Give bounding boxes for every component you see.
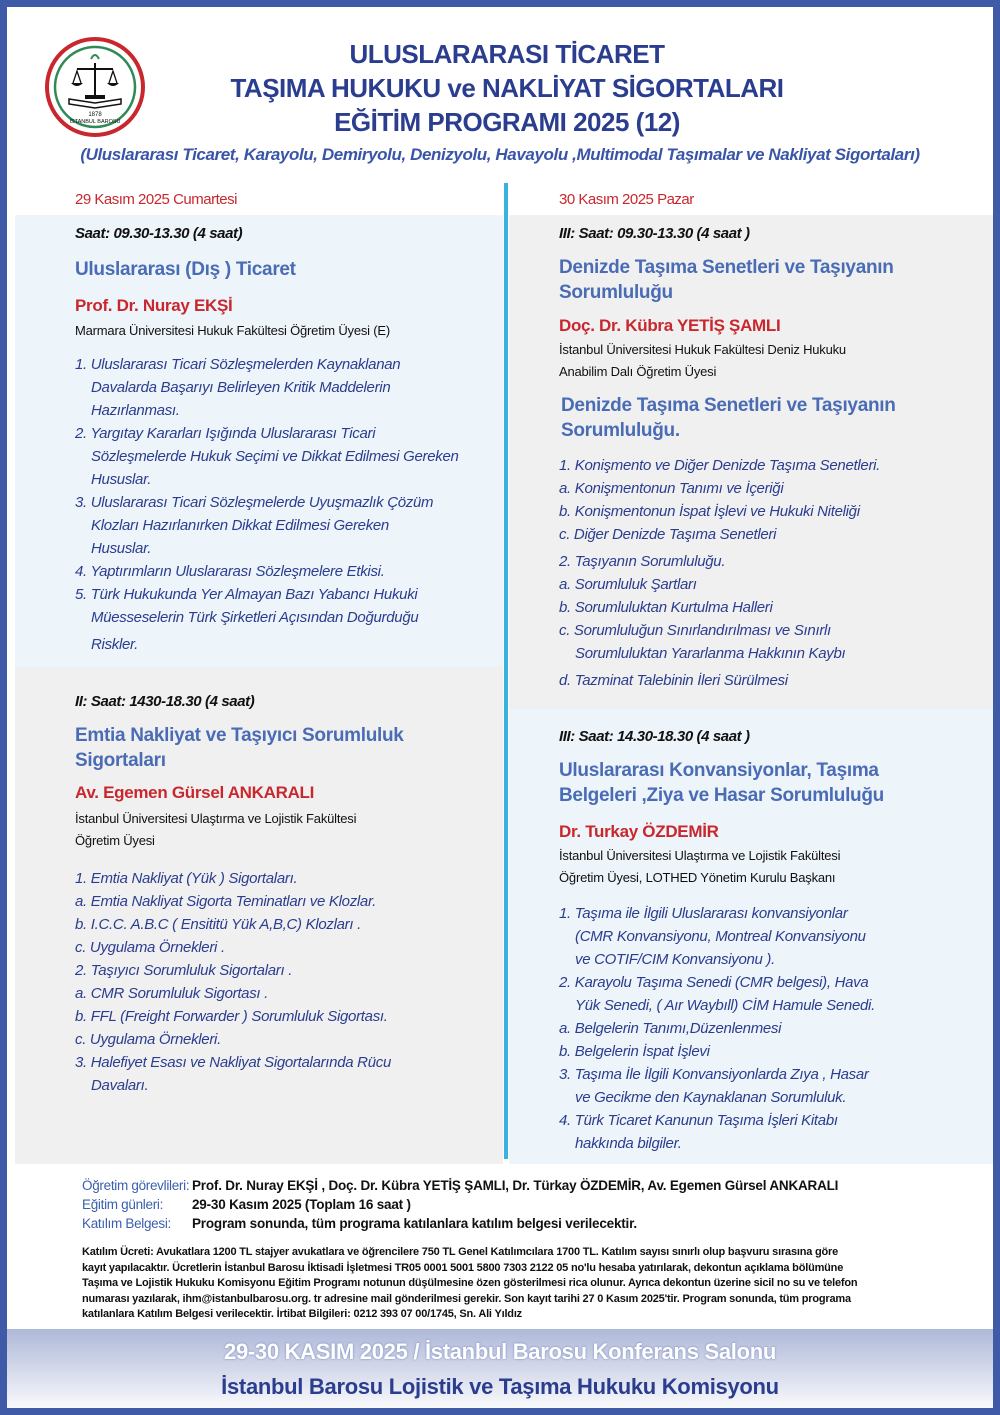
list-item: a. Belgelerin Tanımı,Düzenlenmesi: [559, 1020, 782, 1037]
bar-association-logo: [45, 37, 145, 137]
list-item: d. Tazminat Talebinin İleri Sürülmesi: [559, 672, 788, 689]
training-days-row: [82, 1197, 411, 1212]
list-item: a. Emtia Nakliyat Sigorta Teminatları ve Klozlar.: [75, 893, 376, 910]
session3-subtopic: [561, 393, 896, 443]
day2-column: [509, 179, 999, 1164]
training-days-label: Eğitim günleri:: [82, 1197, 164, 1212]
session4-time: III: Saat: 14.30-18.30 (4 saat ): [559, 728, 750, 745]
list-item: c. Uygulama Örnekleri .: [75, 939, 225, 956]
session2-affiliation: [75, 808, 356, 852]
banner-date-venue: 29-30 KASIM 2025 / İstanbul Barosu Konferans Salonu: [224, 1339, 776, 1364]
list-item: Davalarda Başarıyı Belirleyen Kritik Maddelerin: [91, 379, 391, 396]
list-item: (CMR Konvansiyonu, Montreal Konvansiyonu: [575, 928, 866, 945]
list-item: a. CMR Sorumluluk Sigortası .: [75, 985, 269, 1002]
fine-print-line: numarası yazılarak, ihm@istanbulbarosu.org. tr adresine mail gönderilmesi gerekir. Son kayıt tarihi 27 0 Kasım 2025'tir. Program sonunda, tüm programa: [82, 1292, 851, 1305]
list-item: Sorumluluktan Yararlanma Hakkının Kaybı: [575, 645, 846, 662]
session4-outline: [559, 902, 989, 1155]
list-item: 3. Halefiyet Esası ve Nakliyat Sigortalarında Rücu: [75, 1054, 391, 1071]
list-item: a. Sorumluluk Şartları: [559, 576, 697, 593]
list-item: 5. Türk Hukukunda Yer Almayan Bazı Yabancı Hukuki: [75, 586, 418, 603]
list-item: 2. Karayolu Taşıma Senedi (CMR belgesi), Hava: [559, 974, 869, 991]
list-item: 4. Yaptırımların Uluslararası Sözleşmelere Etkisi.: [75, 563, 385, 580]
session4-topic-line-2: Belgeleri ,Ziya ve Hasar Sorumluluğu: [559, 785, 884, 806]
list-item: a. Konişmentonun Tanımı ve İçeriği: [559, 480, 784, 497]
session2-topic-line-2: Sigortaları: [75, 750, 166, 771]
list-item: ve COTIF/CIM Konvansiyonu ).: [575, 951, 775, 968]
footer-banner: [7, 1329, 993, 1415]
session3-topic-line-2: Sorumluluğu: [559, 282, 673, 303]
title-line-1: ULUSLARARASI TİCARET: [349, 39, 665, 69]
session3-subtopic-line-2: Sorumluluğu.: [561, 420, 680, 441]
session3-speaker: Doç. Dr. Kübra YETİŞ ŞAMLI: [559, 316, 781, 335]
list-item: Hazırlanması.: [91, 402, 180, 419]
training-days-value: 29-30 Kasım 2025 (Toplam 16 saat ): [192, 1197, 411, 1212]
session4-affiliation-line-1: İstanbul Üniversitesi Ulaştırma ve Lojistik Fakültesi: [559, 848, 841, 863]
certificate-value: Program sonunda, tüm programa katılanlara katılım belgesi verilecektir.: [192, 1216, 637, 1231]
session3-outline: [559, 454, 989, 692]
certificate-label: Katılım Belgesi:: [82, 1216, 171, 1231]
session1-outline: [75, 353, 495, 656]
session2-affiliation-line-1: İstanbul Üniversitesi Ulaştırma ve Lojistik Fakültesi: [75, 811, 357, 826]
session3-subtopic-line-1: Denizde Taşıma Senetleri ve Taşıyanın: [561, 395, 896, 416]
day2-date: 30 Kasım 2025 Pazar: [559, 191, 694, 208]
list-item: Klozları Hazırlanırken Dikkat Edilmesi Gereken: [91, 517, 389, 534]
session4-topic: [559, 758, 884, 808]
list-item: 3. Taşıma İle İlgili Konvansiyonlarda Zıya , Hasar: [559, 1066, 869, 1083]
list-item: hakkında bilgiler.: [575, 1135, 682, 1152]
session2-outline: [75, 867, 495, 1097]
list-item: c. Uygulama Örnekleri.: [75, 1031, 221, 1048]
list-item: Hususlar.: [91, 540, 152, 557]
list-item: ve Gecikme den Kaynaklanan Sorumluluk.: [575, 1089, 847, 1106]
session2-affiliation-line-2: Öğretim Üyesi: [75, 833, 155, 848]
list-item: 2. Yargıtay Kararları Işığında Uluslararası Ticari: [75, 425, 376, 442]
list-item: b. Belgelerin İspat İşlevi: [559, 1043, 710, 1060]
session2-time: II: Saat: 1430-18.30 (4 saat): [75, 693, 255, 710]
session3-affiliation: [559, 339, 846, 383]
list-item: c. Diğer Denizde Taşıma Senetleri: [559, 526, 777, 543]
session4-topic-line-1: Uluslararası Konvansiyonlar, Taşıma: [559, 760, 879, 781]
session3-affiliation-line-1: İstanbul Üniversitesi Hukuk Fakültesi Deniz Hukuku: [559, 342, 846, 357]
title-line-3: EĞİTİM PROGRAMI 2025 (12): [334, 107, 680, 137]
certificate-row: [82, 1216, 637, 1231]
session1-speaker: Prof. Dr. Nuray EKŞİ: [75, 296, 233, 315]
list-item: c. Sorumluluğun Sınırlandırılması ve Sınırlı: [559, 622, 831, 639]
session2-topic: [75, 723, 404, 773]
session1-topic: Uluslararası (Dış ) Ticaret: [75, 259, 296, 280]
subtitle: (Uluslararası Ticaret, Karayolu, Demiryolu, Denizyolu, Havayolu ,Multimodal Taşımalar ve Nakliyat Sigortaları): [80, 145, 920, 164]
instructors-value: Prof. Dr. Nuray EKŞİ , Doç. Dr. Kübra YETİŞ ŞAMLI, Dr. Türkay ÖZDEMİR, Av. Egemen Gürsel ANKARALI: [192, 1178, 839, 1193]
instructors-label: Öğretim görevlileri:: [82, 1178, 190, 1193]
session4-speaker: Dr. Turkay ÖZDEMİR: [559, 822, 719, 841]
list-item: 1. Konişmento ve Diğer Denizde Taşıma Senetleri.: [559, 457, 881, 474]
list-item: 1. Uluslararası Ticari Sözleşmelerden Kaynaklanan: [75, 356, 401, 373]
instructors-row: [82, 1178, 838, 1193]
list-item: 1. Taşıma ile İlgili Uluslararası konvansiyonlar: [559, 905, 848, 922]
list-item: Yük Senedi, ( Aır Waybıll) CİM Hamule Senedi.: [575, 997, 875, 1014]
day1-column: [15, 179, 503, 1164]
session3-topic: [559, 255, 894, 305]
banner-commission: İstanbul Barosu Lojistik ve Taşıma Hukuku Komisyonu: [221, 1374, 779, 1399]
list-item: Hususlar.: [91, 471, 152, 488]
session1-affiliation: Marmara Üniversitesi Hukuk Fakültesi Öğretim Üyesi (E): [75, 323, 390, 338]
list-item: b. FFL (Freight Forwarder ) Sorumluluk Sigortası.: [75, 1008, 388, 1025]
list-item: 3. Uluslararası Ticari Sözleşmelerde Uyuşmazlık Çözüm: [75, 494, 434, 511]
fine-print-line: Katılım Ücreti: Avukatlara 1200 TL stajyer avukatlara ve öğrencilere 750 TL Genel Katılımcılara 1700 TL. Katılım sayısı sınırlı olup başvuru sırasına göre: [82, 1246, 839, 1258]
session4-affiliation-line-2: Öğretim Üyesi, LOTHED Yönetim Kurulu Başkanı: [559, 870, 836, 885]
session3-time: III: Saat: 09.30-13.30 (4 saat ): [559, 225, 750, 242]
list-item: b. Sorumluluktan Kurtulma Halleri: [559, 599, 773, 616]
session4-affiliation: [559, 845, 840, 889]
session3-topic-line-1: Denizde Taşıma Senetleri ve Taşıyanın: [559, 257, 894, 278]
list-item: 2. Taşıyıcı Sorumluluk Sigortaları .: [75, 962, 293, 979]
session2-speaker: Av. Egemen Gürsel ANKARALI: [75, 783, 315, 802]
session3-affiliation-line-2: Anabilim Dalı Öğretim Üyesi: [559, 364, 717, 379]
fine-print-line: kayıt yapılacaktır. Ücretlerin İstanbul Barosu İktisadi İşletmesi TR05 0001 5001 5800 7303 2122 05 no'lu hesaba yatırılarak, dekontun açıklama bölümüne: [82, 1261, 844, 1274]
title-line-2: TAŞIMA HUKUKU ve NAKLİYAT SİGORTALARI: [230, 73, 784, 103]
list-item: 2. Taşıyanın Sorumluluğu.: [559, 553, 726, 570]
logo-year: 1878: [88, 112, 102, 118]
list-item: 1. Emtia Nakliyat (Yük ) Sigortaları.: [75, 870, 298, 887]
logo-text: İSTANBUL BAROSU: [69, 119, 121, 125]
list-item: Sözleşmelerde Hukuk Seçimi ve Dikkat Edilmesi Gereken: [91, 448, 459, 465]
fine-print-line: Taşıma ve Lojistik Hukuku Komisyonu Eğitim Programı notunun düşülmesine özen gösterilmesi rica olunur. Ayrıca dekontun üzerine sicil no su ve telefon: [82, 1277, 858, 1289]
list-item: b. I.C.C. A.B.C ( Ensititü Yük A,B,C) Klozları .: [75, 916, 361, 933]
list-item: 4. Türk Ticaret Kanunun Taşıma İşleri Kitabı: [559, 1112, 838, 1129]
fee-and-registration-info: [82, 1245, 932, 1323]
list-item: Riskler.: [91, 636, 139, 653]
session1-time: Saat: 09.30-13.30 (4 saat): [75, 225, 243, 242]
list-item: Davaları.: [91, 1077, 149, 1094]
day1-date: 29 Kasım 2025 Cumartesi: [75, 191, 237, 208]
list-item: Müesseselerin Türk Şirketleri Açısından Doğurduğu: [91, 609, 419, 626]
column-divider: [504, 183, 508, 1159]
list-item: b. Konişmentonun İspat İşlevi ve Hukuki Niteliği: [559, 503, 860, 520]
fine-print-line: katılanlara Katılım Belgesi verilecektir. İrtibat Bilgileri: 0212 393 07 00/1745, Sn. Ali Yıldız: [82, 1308, 522, 1320]
session2-topic-line-1: Emtia Nakliyat ve Taşıyıcı Sorumluluk: [75, 725, 404, 746]
